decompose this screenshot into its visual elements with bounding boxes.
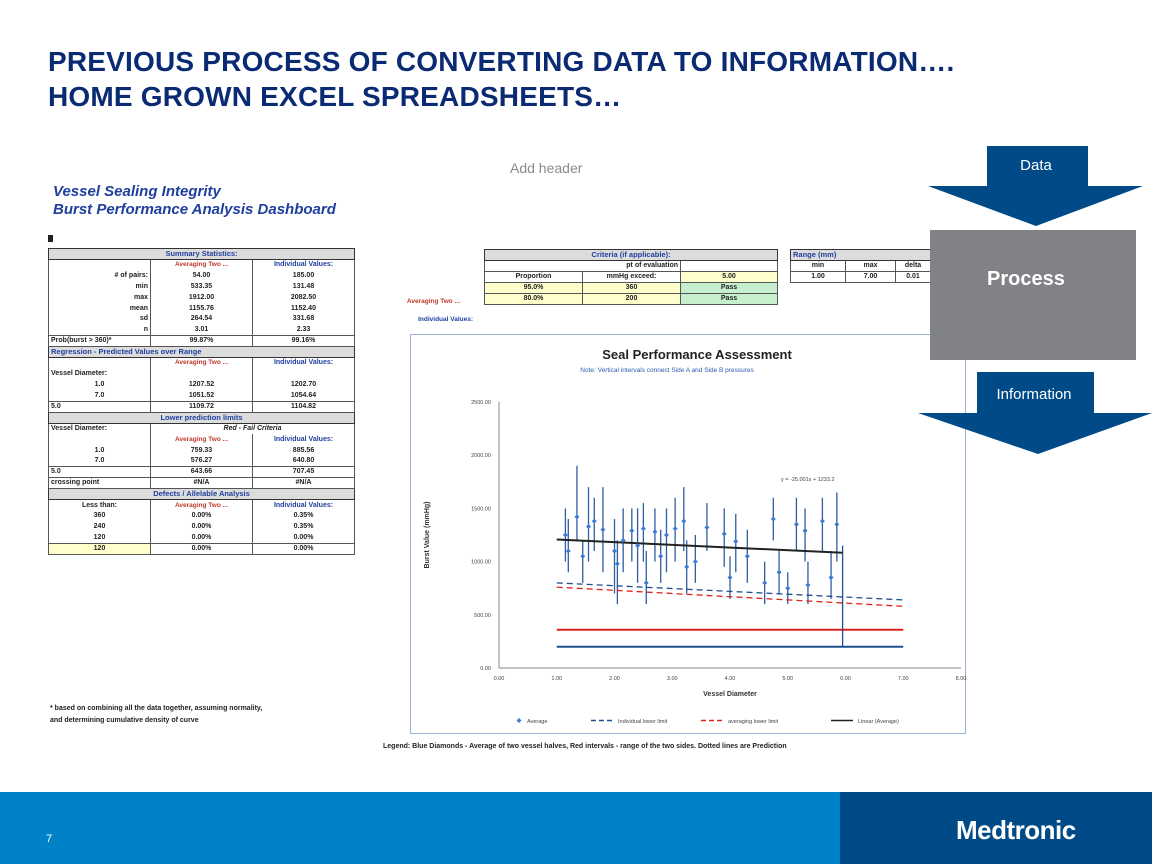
- slide-title-line2: HOME GROWN EXCEL SPREADSHEETS…: [48, 81, 622, 112]
- table-cell: # of pairs:: [49, 270, 151, 281]
- footnote: * based on combining all the data together, assuming normality, and determining cumulative density of curve: [50, 705, 263, 724]
- table-row: [49, 467, 355, 478]
- table-cell: 1.0: [49, 380, 151, 391]
- x-tick-label: 6.00: [840, 676, 851, 682]
- table-cell: max: [49, 292, 151, 303]
- information-label: Information: [996, 386, 1072, 403]
- criteria-row-avg-label: Averaging Two ...: [406, 298, 460, 305]
- table-cell: Red - Fail Criteria: [151, 423, 355, 434]
- data-point: [834, 522, 839, 527]
- table-cell: 0.00%: [151, 543, 253, 554]
- legend-marker: [517, 718, 522, 723]
- table-cell: 1.00: [791, 272, 846, 283]
- table-cell: 7.0: [49, 456, 151, 467]
- table-cell: 1.0: [49, 445, 151, 456]
- table-cell: max: [846, 261, 896, 272]
- slide-title: [48, 44, 1098, 114]
- table-cell: 80.0%: [485, 294, 583, 305]
- table-cell: 0.00%: [151, 533, 253, 544]
- summary-col-ind: Individual Values:: [253, 260, 355, 271]
- data-point: [785, 586, 790, 591]
- table-cell: [49, 358, 151, 369]
- y-axis-label: Burst Value (mmHg): [424, 501, 431, 569]
- data-point: [592, 519, 597, 524]
- data-point: [652, 529, 657, 534]
- table-cell: [253, 369, 355, 380]
- table-cell: mean: [49, 303, 151, 314]
- table-cell: 1051.52: [151, 390, 253, 401]
- table-cell: 360: [49, 511, 151, 522]
- chart-subtitle: Note: Vertical intervals connect Side A and Side B pressures: [580, 367, 754, 374]
- status-badge: Pass: [681, 294, 778, 305]
- table-cell: 533.35: [151, 281, 253, 292]
- table-row: [49, 303, 355, 314]
- seal-performance-chart: [410, 334, 966, 734]
- row-marker: [48, 235, 53, 242]
- table-cell: 131.48: [253, 281, 355, 292]
- table-row: [49, 478, 355, 489]
- data-point: [805, 583, 810, 588]
- data-point: [629, 528, 634, 533]
- summary-header: Summary Statistics:: [49, 249, 355, 260]
- data-point: [722, 531, 727, 536]
- table-cell: 0.00%: [151, 511, 253, 522]
- table-cell: 1104.82: [253, 401, 355, 412]
- data-point: [728, 575, 733, 580]
- table-cell: 5.00: [681, 272, 778, 283]
- criteria-header: Criteria (if applicable):: [485, 250, 778, 261]
- data-point: [664, 533, 669, 538]
- table-cell: 1152.40: [253, 303, 355, 314]
- summary-table: [48, 248, 355, 555]
- data-point: [612, 548, 617, 553]
- dashboard-title-line1: Vessel Sealing Integrity: [53, 183, 221, 200]
- data-point: [580, 554, 585, 559]
- table-cell: 0.00%: [253, 533, 355, 544]
- legend-entry: Individual lower limit: [618, 719, 668, 725]
- table-row: [49, 292, 355, 303]
- table-cell: [49, 434, 151, 445]
- legend-entry: averaging lower limit: [728, 719, 779, 725]
- legend-entry: Linear (Average): [858, 719, 899, 725]
- table-row: [49, 533, 355, 544]
- table-cell: 0.01: [896, 272, 931, 283]
- data-point: [745, 554, 750, 559]
- table-cell: Vessel Diameter:: [49, 369, 151, 380]
- series-line-linear-average: [557, 539, 843, 552]
- process-label: Process: [987, 268, 1065, 290]
- table-cell: sd: [49, 314, 151, 325]
- table-cell: Vessel Diameter:: [49, 423, 151, 434]
- table-cell: 1202.70: [253, 380, 355, 391]
- data-point: [771, 517, 776, 522]
- data-point: [658, 554, 663, 559]
- dashboard-title: [53, 183, 336, 219]
- table-cell: Individual Values:: [253, 434, 355, 445]
- table-cell: Averaging Two ...: [151, 500, 253, 511]
- summary-col-avg: Averaging Two ...: [151, 260, 253, 271]
- table-row: [485, 283, 778, 294]
- table-row: [49, 281, 355, 292]
- table-cell: 2.33: [253, 325, 355, 336]
- table-cell: 1054.64: [253, 390, 355, 401]
- table-cell: 7.00: [846, 272, 896, 283]
- table-cell: 759.33: [151, 445, 253, 456]
- data-point: [615, 561, 620, 566]
- table-cell: 120: [49, 533, 151, 544]
- x-axis-label: Vessel Diameter: [703, 691, 757, 698]
- table-cell: 95.0%: [485, 283, 583, 294]
- dashboard-title-line2: Burst Performance Analysis Dashboard: [53, 201, 336, 218]
- table-row: [49, 325, 355, 336]
- table-cell: 99.87%: [151, 336, 253, 347]
- lower-limits-header: Lower prediction limits: [49, 412, 355, 423]
- x-tick-label: 7.00: [897, 676, 909, 682]
- table-cell: #N/A: [253, 478, 355, 489]
- table-cell: 331.68: [253, 314, 355, 325]
- table-row: [791, 272, 931, 283]
- table-cell: 643.66: [151, 467, 253, 478]
- table-cell: Averaging Two ...: [151, 434, 253, 445]
- data-point: [829, 575, 834, 580]
- data-point: [803, 528, 808, 533]
- y-tick-label: 1500.00: [471, 506, 491, 513]
- table-cell: 7.0: [49, 390, 151, 401]
- table-cell: [151, 369, 253, 380]
- table-row: [49, 314, 355, 325]
- table-cell: Individual Values:: [253, 500, 355, 511]
- table-row: [49, 543, 355, 554]
- data-point: [704, 525, 709, 530]
- table-cell: 0.35%: [253, 511, 355, 522]
- table-cell: 5.0: [49, 401, 151, 412]
- add-header-placeholder[interactable]: Add header: [510, 160, 583, 176]
- table-cell: Proportion: [485, 272, 583, 283]
- x-tick-label: 5.00: [782, 676, 794, 682]
- table-cell: 1109.72: [151, 401, 253, 412]
- table-cell: 576.27: [151, 456, 253, 467]
- table-cell: delta: [896, 261, 931, 272]
- data-point: [574, 514, 579, 519]
- y-tick-label: 1000.00: [471, 559, 491, 566]
- table-cell: 0.00%: [253, 543, 355, 554]
- data-point: [563, 533, 568, 538]
- y-tick-label: 500.00: [474, 612, 491, 619]
- criteria-table: [484, 249, 778, 305]
- table-cell: 360: [583, 283, 681, 294]
- chart-svg: [411, 335, 967, 735]
- data-point: [733, 539, 738, 544]
- x-tick-label: 2.00: [609, 676, 620, 682]
- y-tick-label: 2500.00: [471, 400, 491, 406]
- table-cell: min: [791, 261, 846, 272]
- criteria-row-ind-label: Individual Values:: [418, 316, 473, 323]
- data-point: [820, 519, 825, 524]
- x-tick-label: 3.00: [666, 676, 678, 682]
- table-cell: 240: [49, 522, 151, 533]
- regression-header: Regression - Predicted Values over Range: [49, 347, 355, 358]
- table-cell: 0.35%: [253, 522, 355, 533]
- table-row: [49, 336, 355, 347]
- table-cell: #N/A: [151, 478, 253, 489]
- table-cell: 1155.76: [151, 303, 253, 314]
- data-point: [681, 519, 686, 524]
- table-cell: 54.00: [151, 270, 253, 281]
- data-point: [777, 570, 782, 575]
- data-arrow: [928, 146, 1144, 228]
- x-tick-label: 4.00: [724, 676, 736, 682]
- y-tick-label: 0.00: [480, 666, 491, 672]
- defects-header: Defects / Allelable Analysis: [49, 489, 355, 500]
- table-cell: 264.54: [151, 314, 253, 325]
- process-box: [930, 230, 1136, 360]
- table-cell: crossing point: [49, 478, 151, 489]
- x-tick-label: 8.00: [955, 676, 967, 682]
- legend-note: Legend: Blue Diamonds - Average of two vessel halves, Red intervals - range of the two sides. Dotted lines are Prediction: [383, 743, 787, 750]
- table-row: [49, 445, 355, 456]
- data-point: [794, 522, 799, 527]
- data-point: [644, 580, 649, 585]
- table-row: [49, 401, 355, 412]
- page-number: 7: [46, 833, 53, 845]
- table-cell: 185.00: [253, 270, 355, 281]
- table-cell: [49, 260, 151, 271]
- table-cell: 885.56: [253, 445, 355, 456]
- y-tick-label: 2000.00: [471, 453, 491, 460]
- table-cell: Averaging Two ...: [151, 358, 253, 369]
- table-cell: Individual Values:: [253, 358, 355, 369]
- table-cell: [681, 261, 778, 272]
- information-arrow: [918, 372, 1152, 456]
- table-cell: 120: [49, 543, 151, 554]
- data-point: [641, 526, 646, 531]
- table-cell: 200: [583, 294, 681, 305]
- data-point: [586, 524, 591, 529]
- table-cell: 1912.00: [151, 292, 253, 303]
- table-row: [49, 270, 355, 281]
- table-row: [49, 390, 355, 401]
- slide-title-line1: PREVIOUS PROCESS OF CONVERTING DATA TO INFORMATION….: [48, 46, 955, 77]
- table-cell: pt of evaluation: [485, 261, 681, 272]
- data-point: [600, 527, 605, 532]
- trend-equation: y = -25.001x + 1233.2: [781, 477, 835, 483]
- table-row: [49, 456, 355, 467]
- table-cell: 707.45: [253, 467, 355, 478]
- range-header: Range (mm): [791, 250, 931, 261]
- legend-entry: Average: [527, 719, 548, 725]
- range-table: [790, 249, 931, 283]
- data-label: Data: [1020, 157, 1052, 174]
- data-point: [693, 559, 698, 564]
- x-tick-label: 1.00: [551, 676, 563, 682]
- table-row: [49, 522, 355, 533]
- table-row: [49, 511, 355, 522]
- table-cell: Less than:: [49, 500, 151, 511]
- table-cell: 1207.52: [151, 380, 253, 391]
- table-cell: 3.01: [151, 325, 253, 336]
- data-point: [566, 548, 571, 553]
- table-cell: 99.16%: [253, 336, 355, 347]
- chart-title: Seal Performance Assessment: [602, 347, 792, 362]
- status-badge: Pass: [681, 283, 778, 294]
- data-point: [762, 580, 767, 585]
- table-cell: Prob(burst > 360)*: [49, 336, 151, 347]
- data-point: [684, 564, 689, 569]
- x-tick-label: 0.00: [493, 676, 505, 682]
- table-cell: 640.80: [253, 456, 355, 467]
- table-cell: 5.0: [49, 467, 151, 478]
- table-cell: n: [49, 325, 151, 336]
- table-cell: 2082.50: [253, 292, 355, 303]
- table-row: [485, 294, 778, 305]
- table-row: [49, 380, 355, 391]
- table-cell: 0.00%: [151, 522, 253, 533]
- table-cell: mmHg exceed:: [583, 272, 681, 283]
- medtronic-logo: Medtronic: [956, 815, 1076, 845]
- data-point: [673, 526, 678, 531]
- table-cell: min: [49, 281, 151, 292]
